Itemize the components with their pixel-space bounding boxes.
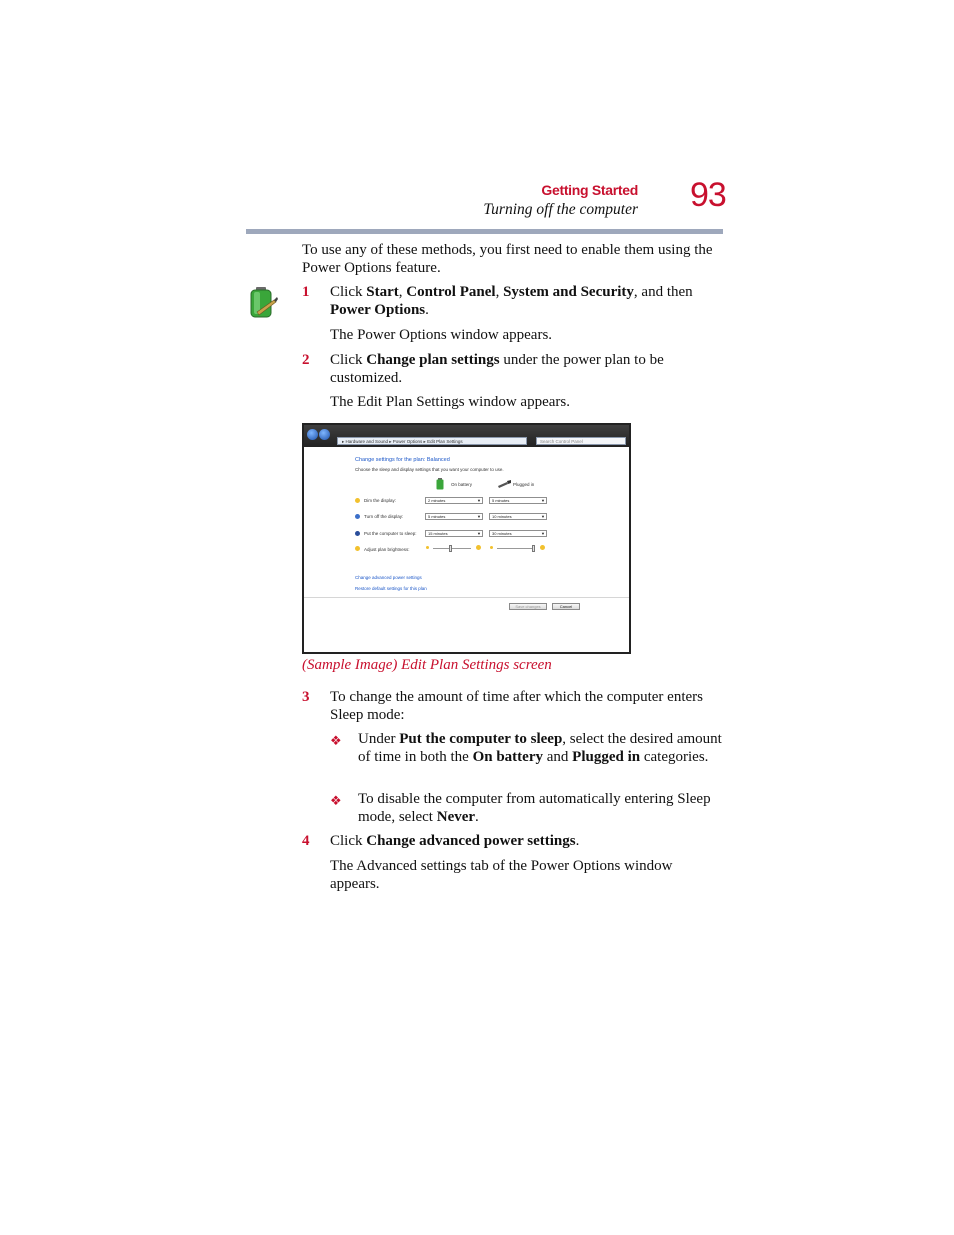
subsection-title: Turning off the computer — [483, 201, 638, 218]
display-icon — [355, 514, 360, 519]
brightness-high-icon — [476, 545, 481, 550]
bullet-2-text: To disable the computer from automatically entering Sleep mode, select Never. — [358, 791, 711, 825]
step-number: 2 — [302, 352, 310, 368]
battery-brightness-slider — [433, 548, 471, 549]
plugged-in-label: Plugged in — [513, 482, 535, 487]
sleep-icon — [355, 531, 360, 536]
slider-knob — [449, 545, 452, 552]
plugged-dropdown: 5 minutes ▼ — [489, 497, 547, 504]
plugged-dropdown: 10 minutes ▼ — [489, 513, 547, 520]
edit-plan-settings-screenshot — [302, 423, 631, 654]
step-4-result: The Advanced settings tab of the Power Options window appears. — [330, 858, 673, 892]
battery-icon — [247, 286, 279, 320]
step-4-text: Click Change advanced power settings. — [330, 833, 580, 849]
bullet-1-text: Under Put the computer to sleep, select the desired amount of time in both the On battery and Plugged in categories. — [358, 731, 722, 765]
intro-paragraph: To use any of these methods, you first need to enable them using the Power Options feature. — [302, 242, 713, 276]
cancel-button: Cancel — [552, 603, 580, 610]
plan-subheading: Choose the sleep and display settings that you want your computer to use. — [355, 467, 504, 472]
slider-knob — [532, 545, 535, 552]
brightness-low-icon — [426, 546, 429, 549]
setting-label: Dim the display: — [364, 498, 397, 503]
restore-defaults-link: Restore default settings for this plan — [355, 586, 427, 591]
step-3-text: To change the amount of time after which the computer enters Sleep mode: — [330, 689, 703, 723]
brightness-label: Adjust plan brightness: — [364, 547, 410, 552]
search-box: Search Control Panel — [536, 437, 626, 445]
step-number: 1 — [302, 284, 310, 300]
setting-label: Put the computer to sleep: — [364, 531, 417, 536]
brightness-icon — [355, 546, 360, 551]
change-advanced-link: Change advanced power settings — [355, 575, 422, 580]
brightness-high-icon — [540, 545, 545, 550]
brightness-low-icon — [490, 546, 493, 549]
plug-icon — [498, 480, 512, 488]
address-bar: ▸ Hardware and Sound ▸ Power Options ▸ Edit Plan Settings — [337, 437, 527, 445]
back-icon — [307, 429, 318, 440]
bullet-icon: ❖ — [330, 793, 342, 808]
plan-heading: Change settings for the plan: Balanced — [355, 457, 450, 463]
battery-dropdown: 5 minutes ▼ — [425, 513, 483, 520]
setting-label: Turn off the display: — [364, 514, 404, 519]
bullet-icon: ❖ — [330, 733, 342, 748]
figure-caption: (Sample Image) Edit Plan Settings screen — [302, 657, 552, 673]
forward-icon — [319, 429, 330, 440]
page-number: 93 — [690, 176, 726, 214]
plugged-dropdown: 30 minutes ▼ — [489, 530, 547, 537]
step-1-text: Click Start, Control Panel, System and Security, and then Power Options. — [330, 284, 693, 318]
step-2-result: The Edit Plan Settings window appears. — [330, 394, 570, 410]
plugged-brightness-slider — [497, 548, 535, 549]
step-number: 4 — [302, 833, 310, 849]
step-number: 3 — [302, 689, 310, 705]
save-changes-button: Save changes — [509, 603, 547, 610]
battery-dropdown: 2 minutes ▼ — [425, 497, 483, 504]
battery-dropdown: 15 minutes ▼ — [425, 530, 483, 537]
step-1-result: The Power Options window appears. — [330, 327, 553, 343]
footer-divider — [304, 597, 629, 598]
section-title: Getting Started — [541, 182, 638, 198]
dim-display-icon — [355, 498, 360, 503]
header-rule — [246, 229, 723, 234]
on-battery-label: On battery — [451, 482, 473, 487]
battery-column-icon — [436, 478, 444, 490]
step-2-text: Click Change plan settings under the power plan to be customized. — [330, 352, 664, 386]
